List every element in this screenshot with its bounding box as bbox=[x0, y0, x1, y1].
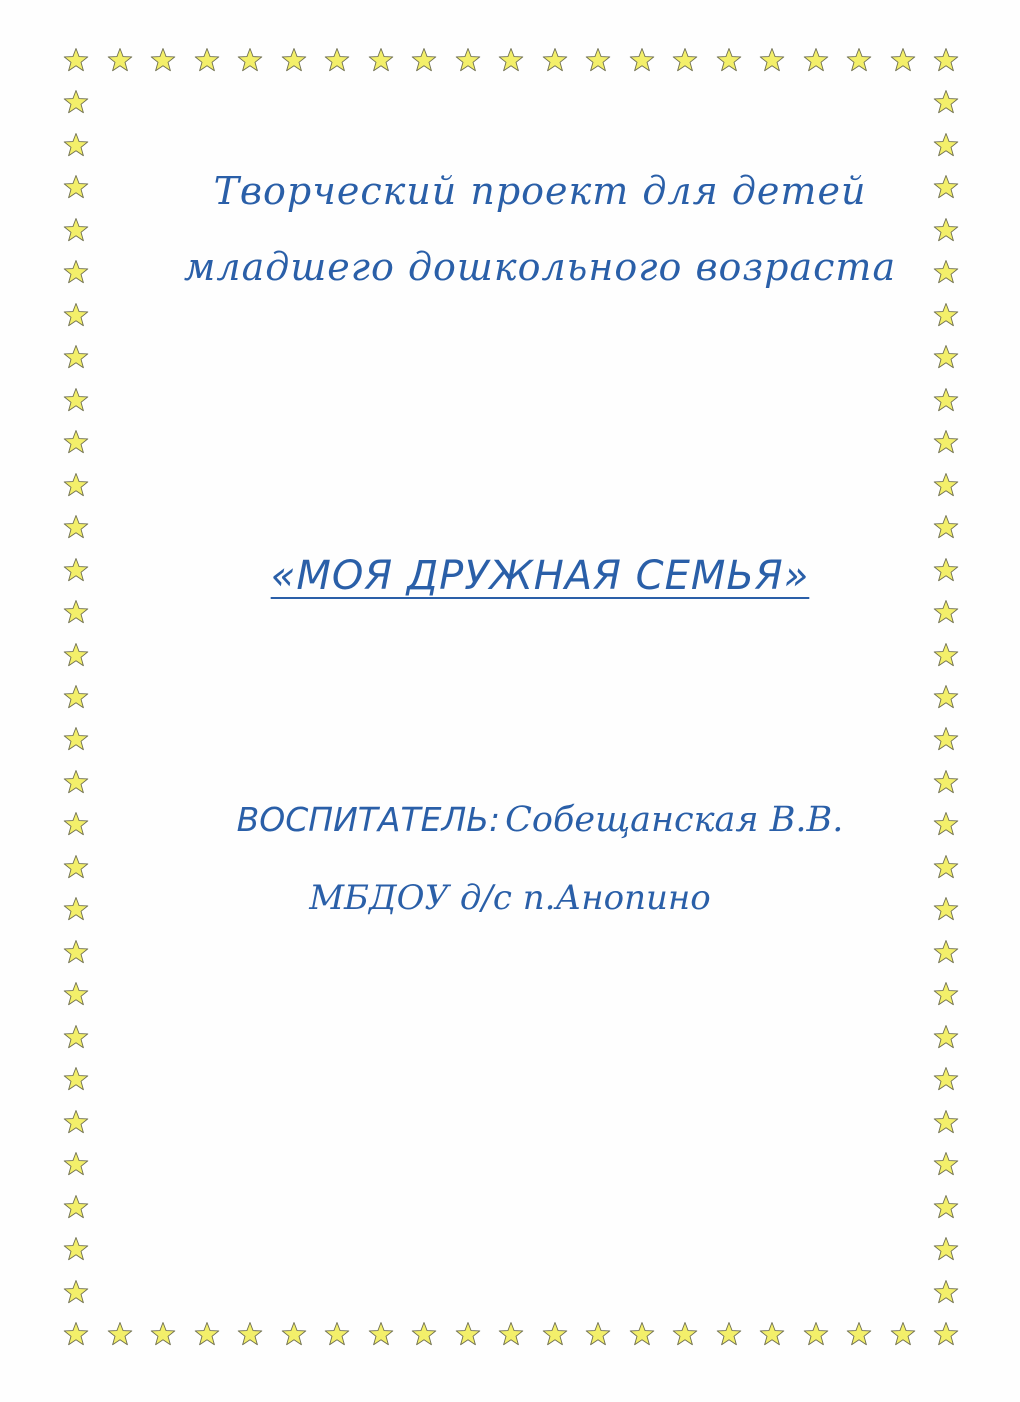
star-icon bbox=[63, 302, 89, 328]
star-icon bbox=[933, 1109, 959, 1135]
star-icon bbox=[63, 599, 89, 625]
star-icon bbox=[63, 47, 89, 73]
educator-line bbox=[30, 800, 1020, 840]
star-icon bbox=[629, 1321, 655, 1347]
subtitle-line-1: Творческий проект для детей bbox=[213, 169, 867, 213]
star-icon bbox=[716, 47, 742, 73]
star-icon bbox=[281, 1321, 307, 1347]
star-icon bbox=[411, 47, 437, 73]
star-icon bbox=[933, 769, 959, 795]
star-icon bbox=[368, 47, 394, 73]
subtitle-line-2: младшего дошкольного возраста bbox=[183, 245, 897, 289]
star-icon bbox=[890, 47, 916, 73]
star-icon bbox=[933, 429, 959, 455]
star-icon bbox=[281, 47, 307, 73]
star-icon bbox=[63, 1236, 89, 1262]
star-icon bbox=[107, 1321, 133, 1347]
star-icon bbox=[63, 1194, 89, 1220]
star-icon bbox=[324, 47, 350, 73]
star-icon bbox=[455, 1321, 481, 1347]
star-icon bbox=[63, 472, 89, 498]
star-icon bbox=[933, 1236, 959, 1262]
star-icon bbox=[933, 1279, 959, 1305]
star-icon bbox=[933, 387, 959, 413]
star-icon bbox=[368, 1321, 394, 1347]
star-icon bbox=[63, 344, 89, 370]
star-icon bbox=[890, 1321, 916, 1347]
star-icon bbox=[498, 47, 524, 73]
educator-name: Собещанская В.В. bbox=[505, 800, 844, 840]
star-icon bbox=[846, 47, 872, 73]
star-icon bbox=[672, 1321, 698, 1347]
star-icon bbox=[933, 1321, 959, 1347]
star-icon bbox=[933, 344, 959, 370]
star-icon bbox=[63, 1109, 89, 1135]
star-icon bbox=[672, 47, 698, 73]
star-icon bbox=[63, 1151, 89, 1177]
star-icon bbox=[933, 939, 959, 965]
star-icon bbox=[933, 302, 959, 328]
star-icon bbox=[63, 429, 89, 455]
star-icon bbox=[933, 1151, 959, 1177]
star-icon bbox=[759, 47, 785, 73]
educator-label: ВОСПИТАТЕЛЬ: bbox=[236, 800, 501, 839]
star-icon bbox=[324, 1321, 350, 1347]
star-icon bbox=[63, 981, 89, 1007]
star-icon bbox=[933, 132, 959, 158]
star-icon bbox=[933, 1194, 959, 1220]
star-icon bbox=[63, 684, 89, 710]
star-icon bbox=[455, 47, 481, 73]
star-icon bbox=[933, 854, 959, 880]
star-icon bbox=[194, 47, 220, 73]
star-icon bbox=[716, 1321, 742, 1347]
star-icon bbox=[933, 217, 959, 243]
star-icon bbox=[63, 217, 89, 243]
project-title bbox=[30, 553, 1020, 599]
star-icon bbox=[933, 89, 959, 115]
star-icon bbox=[759, 1321, 785, 1347]
star-icon bbox=[237, 1321, 263, 1347]
star-icon bbox=[63, 726, 89, 752]
star-icon bbox=[933, 1066, 959, 1092]
project-title-text: «МОЯ ДРУЖНАЯ СЕМЬЯ» bbox=[270, 553, 810, 599]
star-icon bbox=[933, 642, 959, 668]
star-icon bbox=[63, 132, 89, 158]
star-icon bbox=[63, 939, 89, 965]
star-icon bbox=[63, 387, 89, 413]
star-icon bbox=[933, 514, 959, 540]
star-icon bbox=[803, 47, 829, 73]
star-icon bbox=[498, 1321, 524, 1347]
star-icon bbox=[542, 47, 568, 73]
star-icon bbox=[63, 1279, 89, 1305]
star-icon bbox=[933, 599, 959, 625]
star-icon bbox=[585, 1321, 611, 1347]
star-icon bbox=[933, 1024, 959, 1050]
star-icon bbox=[933, 981, 959, 1007]
star-icon bbox=[63, 642, 89, 668]
star-icon bbox=[542, 1321, 568, 1347]
star-icon bbox=[803, 1321, 829, 1347]
star-icon bbox=[933, 472, 959, 498]
star-icon bbox=[63, 769, 89, 795]
institution-name: МБДОУ д/с п.Анопино bbox=[309, 878, 711, 918]
star-icon bbox=[150, 47, 176, 73]
star-icon bbox=[63, 89, 89, 115]
star-icon bbox=[933, 684, 959, 710]
star-icon bbox=[933, 47, 959, 73]
star-icon bbox=[629, 47, 655, 73]
star-icon bbox=[63, 1024, 89, 1050]
star-icon bbox=[933, 726, 959, 752]
star-icon bbox=[585, 47, 611, 73]
star-icon bbox=[194, 1321, 220, 1347]
star-icon bbox=[63, 514, 89, 540]
star-icon bbox=[237, 47, 263, 73]
star-icon bbox=[150, 1321, 176, 1347]
star-icon bbox=[63, 854, 89, 880]
star-icon bbox=[411, 1321, 437, 1347]
star-icon bbox=[107, 47, 133, 73]
star-icon bbox=[63, 1321, 89, 1347]
star-icon bbox=[846, 1321, 872, 1347]
star-icon bbox=[63, 1066, 89, 1092]
